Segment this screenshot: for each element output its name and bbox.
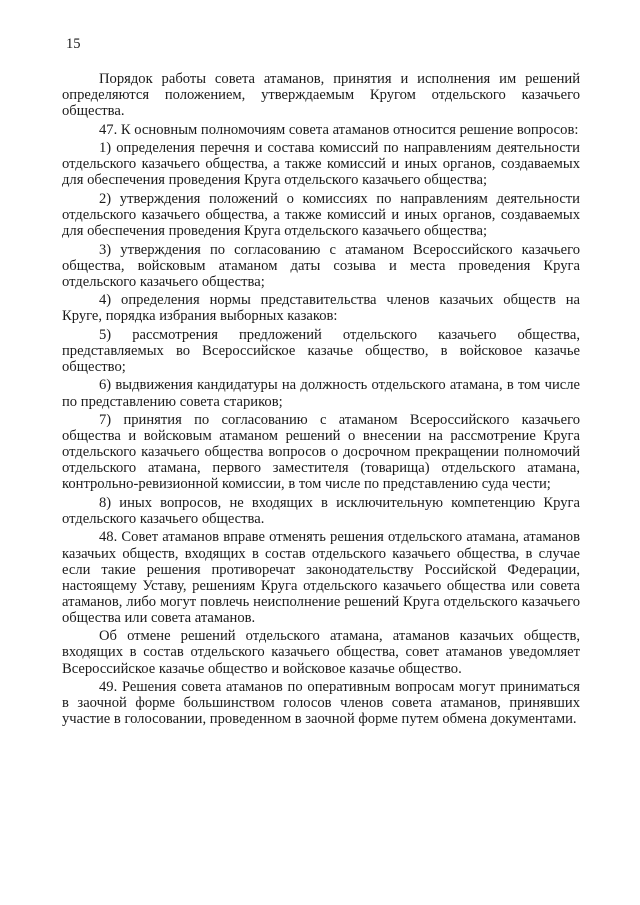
list-item-5: 5) рассмотрения предложений отдельского казачьего общества, представляемых во Всероссийское казачье общество, в войсковое казачье общество; — [62, 326, 580, 375]
paragraph-48-notice: Об отмене решений отдельского атамана, атаманов казачьих обществ, входящих в состав отдельского казачьего общества, совет атаманов уведомляет Всероссийское казачье общество и войсковое казачье общество. — [62, 628, 580, 677]
list-item-2: 2) утверждения положений о комиссиях по направлениям деятельности отдельского казачьего общества, а также комиссий и иных органов, создаваемых для обеспечения проведения Круга отдельского казачьего общества; — [62, 190, 580, 240]
paragraph-work-order: Порядок работы совета атаманов, принятия и исполнения им решений определяются положением, утверждаемым Кругом отдельского казачьего общества. — [62, 71, 580, 120]
paragraph-49: 49. Решения совета атаманов по оперативным вопросам могут приниматься в заочной форме большинством голосов членов совета атаманов, принявших участие в голосовании, проведенном в заочной форме путем обмена документами. — [62, 679, 580, 728]
document-body — [62, 71, 580, 730]
list-item-7: 7) принятия по согласованию с атаманом Всероссийского казачьего общества и войсковым атаманом решений о внесении на рассмотрение Круга отдельского казачьего общества вопросов о досрочном прекращении полномочий отдельского атамана, первого заместителя (товарища) отдельского атамана, контрольно-ревизионной комиссии, в том числе по представлению суда чести; — [62, 412, 580, 493]
page-number: 15 — [66, 36, 81, 52]
list-item-3: 3) утверждения по согласованию с атаманом Всероссийского казачьего общества, войсковым атаманом даты созыва и места проведения Круга отдельского казачьего общества; — [62, 241, 580, 290]
list-item-8: 8) иных вопросов, не входящих в исключительную компетенцию Круга отдельского казачьего общества. — [62, 494, 580, 527]
paragraph-47-intro: 47. К основным полномочиям совета атаманов относится решение вопросов: — [99, 121, 579, 138]
list-item-6: 6) выдвижения кандидатуры на должность отдельского атамана, в том числе по представлению совета стариков; — [62, 377, 580, 410]
paragraph-48: 48. Совет атаманов вправе отменять решения отдельского атамана, атаманов казачьих обществ, входящих в состав отдельского казачьего общества, в случае если такие решения противоречат законодательству Российской Федерации, настоящему Уставу, решениям Круга отдельского казачьего общества или совета атаманов, либо могут повлечь неисполнение решений Круга отдельского казачьего общества или совета атаманов. — [62, 529, 580, 626]
list-item-1: 1) определения перечня и состава комиссий по направлениям деятельности отдельского казачьего общества, а также комиссий и иных органов, создаваемых для обеспечения проведения Круга отдельского казачьего общества; — [62, 140, 580, 189]
list-item-4: 4) определения нормы представительства членов казачьих обществ на Круге, порядка избрания выборных казаков: — [62, 292, 580, 325]
